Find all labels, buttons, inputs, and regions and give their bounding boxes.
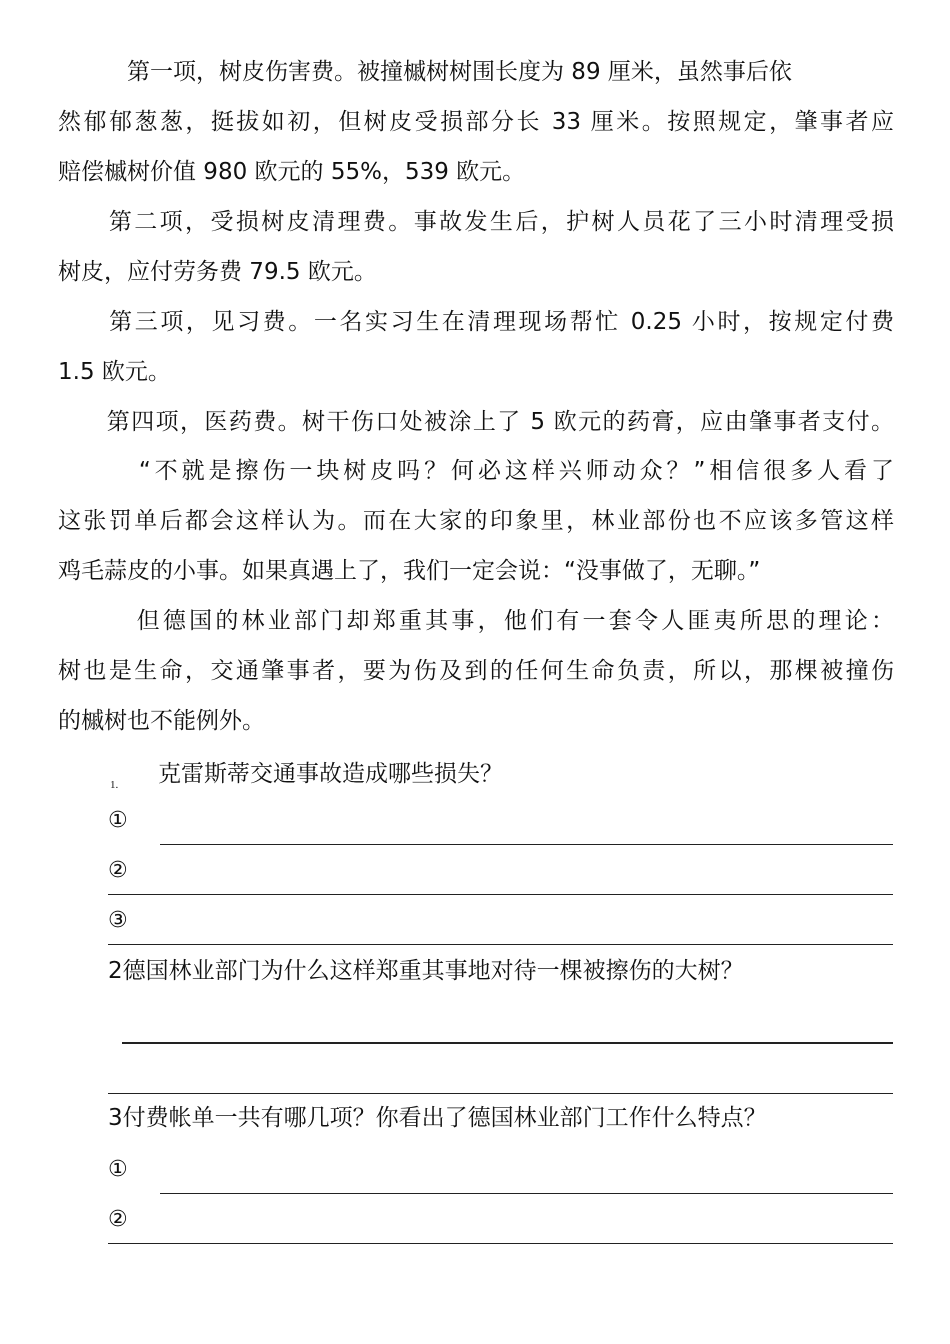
passage-line: 1.5 欧元。 (58, 359, 171, 385)
question-1-text: 克雷斯蒂交通事故造成哪些损失？ (158, 761, 503, 787)
answer-line-1-3[interactable] (108, 944, 893, 945)
passage-line: 赔偿槭树价值 980 欧元的 55%，539 欧元。 (58, 159, 526, 185)
passage-line: 但德国的林业部门却郑重其事，他们有一套令人匪夷所思的理论： (58, 608, 894, 634)
answer-line-3-1[interactable] (160, 1193, 893, 1194)
answer-marker-2: ② (108, 1207, 128, 1232)
passage-line: “不就是擦伤一块树皮吗？何必这样兴师动众？”相信很多人看了 (58, 458, 894, 484)
passage-line: 树也是生命，交通肇事者，要为伤及到的任何生命负责，所以，那棵被撞伤 (58, 658, 894, 684)
passage-line: 第二项，受损树皮清理费。事故发生后，护树人员花了三小时清理受损 (58, 209, 894, 235)
answer-line-2-2[interactable] (108, 1093, 893, 1094)
answer-line-3-2[interactable] (108, 1243, 893, 1244)
question-1-number: 1. (110, 779, 119, 791)
passage-line: 树皮，应付劳务费 79.5 欧元。 (58, 259, 377, 285)
answer-marker-1: ① (108, 1157, 128, 1182)
answer-line-2-1[interactable] (122, 1042, 893, 1044)
passage-line: 这张罚单后都会这样认为。而在大家的印象里，林业部份也不应该多管这样 (58, 508, 894, 534)
answer-marker-1: ① (108, 808, 128, 833)
passage-line: 第四项，医药费。树干伤口处被涂上了 5 欧元的药膏，应由肇事者支付。 (58, 409, 894, 435)
question-2-text: 2德国林业部门为什么这样郑重其事地对待一棵被擦伤的大树？ (108, 958, 744, 984)
passage-line: 鸡毛蒜皮的小事。如果真遇上了，我们一定会说：“没事做了，无聊。” (58, 558, 761, 584)
answer-line-1-2[interactable] (108, 894, 893, 895)
passage-line: 然郁郁葱葱，挺拔如初，但树皮受损部分长 33 厘米。按照规定，肇事者应 (58, 109, 894, 135)
question-3-text: 3付费帐单一共有哪几项？你看出了德国林业部门工作什么特点？ (108, 1105, 767, 1131)
passage-line: 第一项，树皮伤害费。被撞槭树树围长度为 89 厘米，虽然事后依 (58, 59, 792, 85)
passage-line: 第三项，见习费。一名实习生在清理现场帮忙 0.25 小时，按规定付费 (58, 309, 894, 335)
answer-line-1-1[interactable] (160, 844, 893, 845)
passage-line: 的槭树也不能例外。 (58, 708, 265, 734)
answer-marker-2: ② (108, 858, 128, 883)
answer-marker-3: ③ (108, 908, 128, 933)
